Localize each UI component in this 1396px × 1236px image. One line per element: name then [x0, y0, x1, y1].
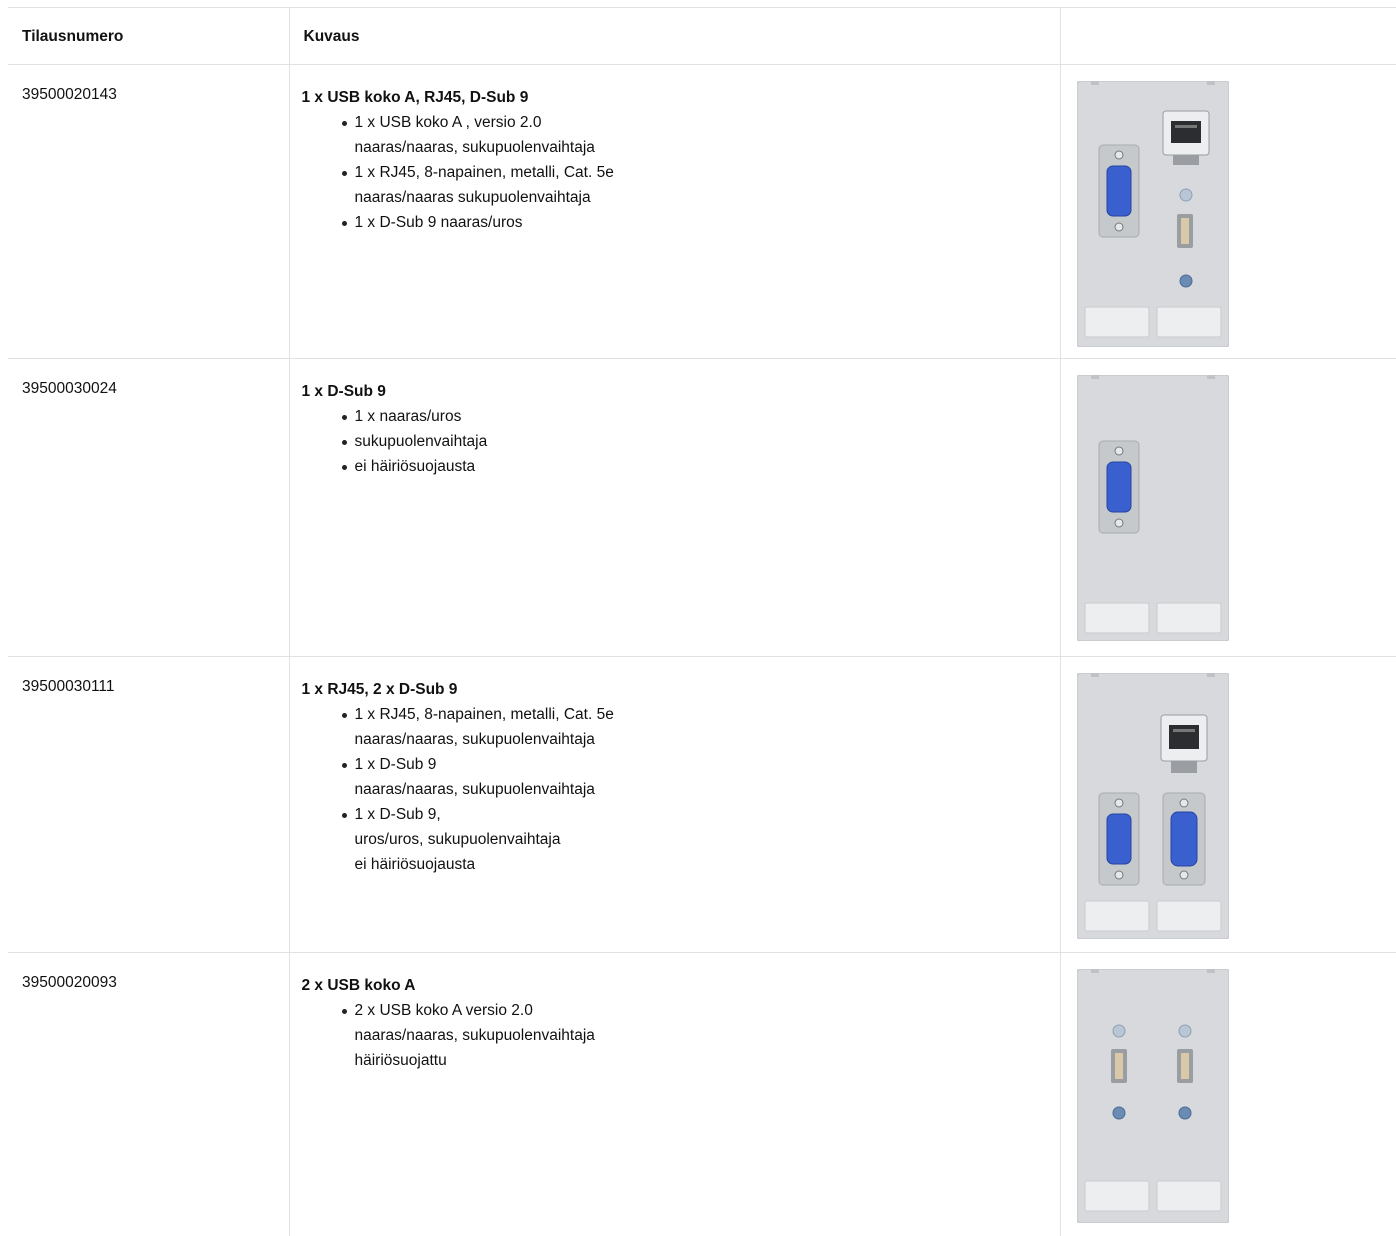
table-row: [8, 359, 1396, 657]
product-title: 1 x USB koko A, RJ45, D-Sub 9: [301, 89, 529, 106]
order-number-cell: [8, 65, 289, 359]
feature-continuation: uros/uros, sukupuolenvaihtaja: [354, 831, 561, 848]
feature-item: 2 x USB koko A versio 2.0: [355, 998, 1060, 1023]
image-cell: [1060, 359, 1396, 657]
feature-list: [302, 160, 1060, 185]
order-number-cell: [8, 953, 289, 1236]
description-cell: [289, 657, 1060, 953]
table-row: [8, 65, 1396, 359]
feature-continuation: naaras/naaras, sukupuolenvaihtaja: [354, 781, 595, 798]
order-number: 39500030024: [22, 380, 117, 397]
description-cell: [289, 953, 1060, 1236]
product-image-dsub: [1077, 375, 1229, 641]
feature-continuation: ei häiriösuojausta: [354, 856, 476, 873]
product-table: [8, 7, 1396, 1236]
feature-continuation: naaras/naaras, sukupuolenvaihtaja: [354, 139, 595, 156]
order-number: 39500030111: [22, 678, 115, 695]
feature-item: sukupuolenvaihtaja: [355, 429, 1060, 454]
table-row: [8, 953, 1396, 1236]
feature-list: [302, 404, 1060, 479]
order-number: 39500020143: [22, 86, 117, 103]
image-cell: [1060, 65, 1396, 359]
order-number-cell: [8, 657, 289, 953]
description-cell: [289, 359, 1060, 657]
product-title: 1 x D-Sub 9: [301, 383, 386, 400]
feature-item: 1 x D-Sub 9 naaras/uros: [355, 210, 1060, 235]
image-cell: [1060, 953, 1396, 1236]
feature-item: 1 x D-Sub 9,: [355, 802, 1060, 827]
table-row: [8, 657, 1396, 953]
header-image: [1060, 8, 1396, 65]
feature-continuation: naaras/naaras, sukupuolenvaihtaja: [354, 731, 595, 748]
product-title: 1 x RJ45, 2 x D-Sub 9: [301, 681, 458, 698]
table-header-row: [8, 8, 1396, 65]
product-image-2x-usb: [1077, 969, 1229, 1223]
description-cell: [289, 65, 1060, 359]
feature-item: 1 x USB koko A , versio 2.0: [355, 110, 1060, 135]
product-image-rj45-2x-dsub: [1077, 673, 1229, 939]
feature-list: [302, 110, 1060, 135]
feature-list: [302, 210, 1060, 235]
product-title: 2 x USB koko A: [301, 977, 416, 994]
feature-item: 1 x RJ45, 8-napainen, metalli, Cat. 5e: [355, 702, 1060, 727]
feature-item: 1 x RJ45, 8-napainen, metalli, Cat. 5e: [355, 160, 1060, 185]
feature-item: ei häiriösuojausta: [355, 454, 1060, 479]
image-cell: [1060, 657, 1396, 953]
order-number: 39500020093: [22, 974, 117, 991]
feature-list: [302, 802, 1060, 827]
feature-continuation: naaras/naaras, sukupuolenvaihtaja: [354, 1027, 595, 1044]
feature-list: [302, 702, 1060, 727]
feature-item: 1 x D-Sub 9: [355, 752, 1060, 777]
header-order-number: Tilausnumero: [8, 8, 289, 65]
feature-list: [302, 752, 1060, 777]
product-image-usb-rj45-dsub: [1077, 81, 1229, 347]
header-description: Kuvaus: [289, 8, 1060, 65]
feature-continuation: häiriösuojattu: [354, 1052, 447, 1069]
feature-item: 1 x naaras/uros: [355, 404, 1060, 429]
feature-list: [302, 998, 1060, 1023]
feature-continuation: naaras/naaras sukupuolenvaihtaja: [354, 189, 591, 206]
order-number-cell: [8, 359, 289, 657]
